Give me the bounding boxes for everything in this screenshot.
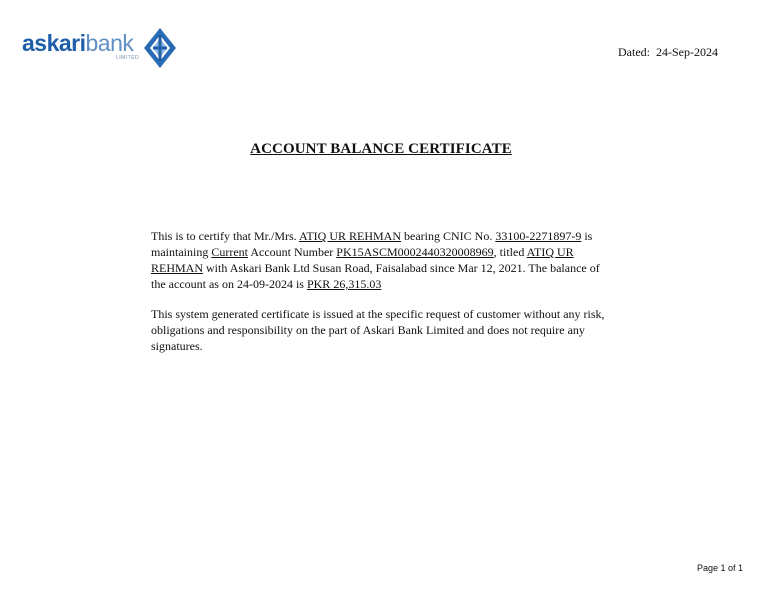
account-title-part1: ATIQ UR	[526, 245, 574, 259]
text-segment: Account Number	[247, 245, 337, 259]
account-number: PK15ASCM0002440320008969	[336, 245, 494, 259]
text-segment: maintaining	[151, 245, 212, 259]
askari-bank-logo	[22, 27, 182, 69]
account-title-part2: REHMAN	[151, 261, 204, 275]
disclaimer-paragraph	[151, 306, 621, 354]
logo-subtext: LIMITED	[116, 55, 140, 61]
paragraph-line	[151, 244, 621, 260]
paragraph-line	[151, 276, 621, 292]
logo-wordmark	[22, 29, 133, 57]
text-segment: the account as on 24-09-2024 is	[151, 277, 307, 291]
page-number: Page 1 of 1	[697, 563, 744, 573]
date-line	[618, 45, 718, 60]
logo-primary-text: askari	[22, 30, 86, 56]
customer-name: ATIQ UR REHMAN	[299, 229, 401, 243]
account-type: Current	[211, 245, 248, 259]
text-segment: bearing CNIC No.	[401, 229, 496, 243]
logo-diamond-icon	[143, 27, 177, 69]
balance-amount: PKR 26,315.03	[306, 277, 382, 291]
certificate-paragraph	[151, 228, 621, 292]
cnic-number: 33100-2271897-9	[495, 229, 582, 243]
text-segment: is	[581, 229, 593, 243]
disclaimer-line-1: This system generated certificate is issued at the specific request of customer without any risk,	[151, 307, 605, 321]
text-segment: This is to certify that Mr./Mrs.	[151, 229, 299, 243]
disclaimer-line-3: signatures.	[151, 339, 203, 353]
paragraph-line	[151, 228, 621, 244]
dated-label: Dated:	[618, 45, 650, 59]
certificate-title: ACCOUNT BALANCE CERTIFICATE	[250, 141, 512, 157]
dated-value: 24-Sep-2024	[656, 45, 718, 59]
logo-secondary-text: bank	[85, 30, 134, 56]
paragraph-line	[151, 260, 621, 276]
text-segment: with Askari Bank Ltd Susan Road, Faisalabad since Mar 12, 2021. The balance of	[203, 261, 600, 275]
text-segment: , titled	[493, 245, 527, 259]
disclaimer-line-2: obligations and responsibility on the part of Askari Bank Limited and does not require any	[151, 323, 585, 337]
